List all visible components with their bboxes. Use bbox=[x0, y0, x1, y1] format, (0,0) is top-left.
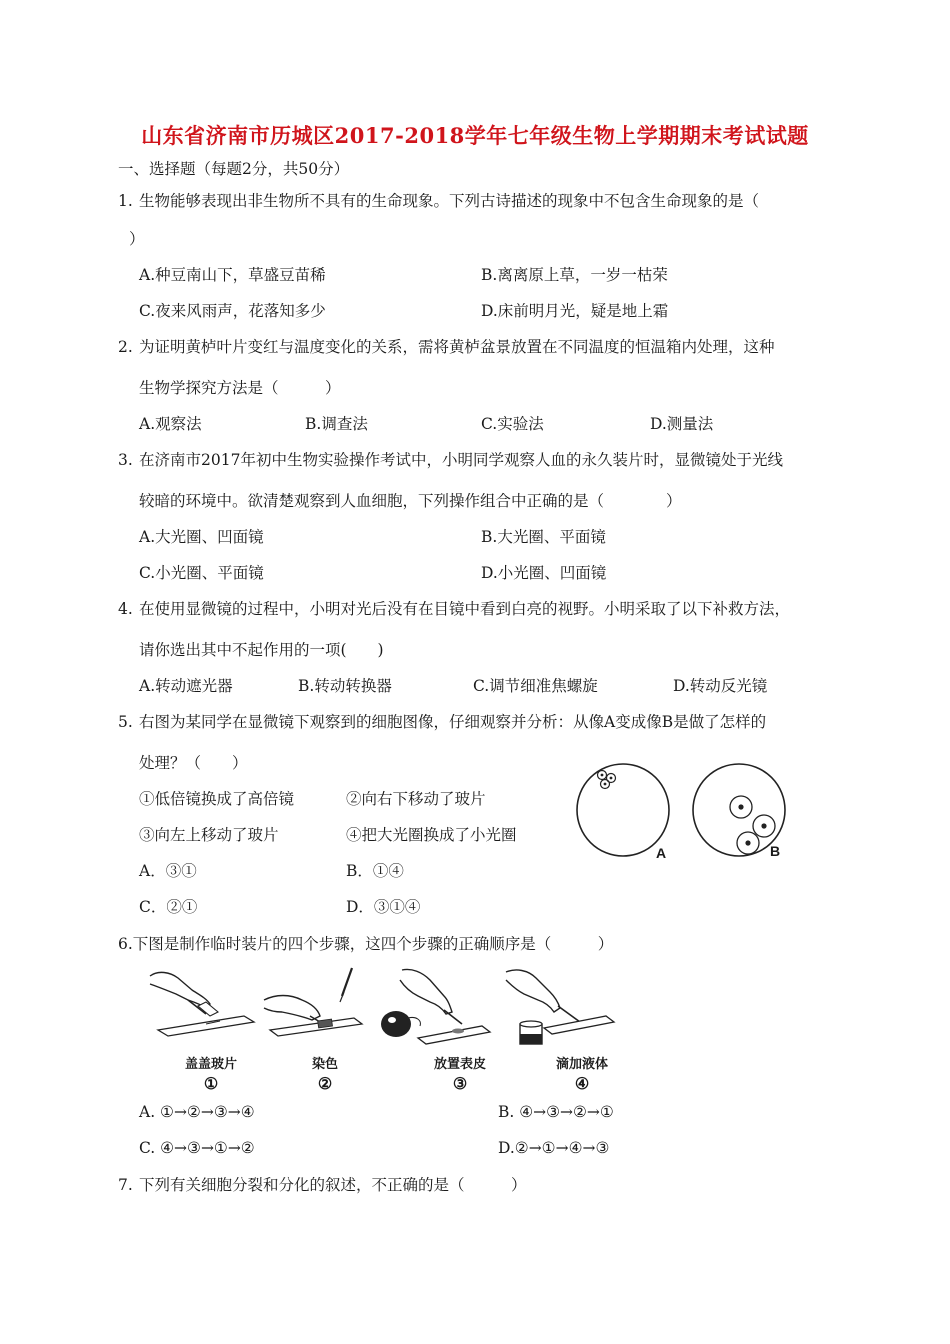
q2-stem-line2: 生物学探究方法是（ ） bbox=[139, 379, 341, 397]
q2-option-d: D.测量法 bbox=[650, 415, 714, 433]
q4-option-d: D.转动反光镜 bbox=[673, 677, 768, 695]
q6-option-b: B. ④→③→②→① bbox=[498, 1103, 614, 1121]
step-4-caption: 滴加液体 bbox=[555, 1057, 608, 1072]
q5-statement-2: ②向右下移动了玻片 bbox=[346, 790, 486, 808]
step-3-caption: 放置表皮 bbox=[433, 1057, 486, 1072]
q6-option-a: A. ①→②→③→④ bbox=[139, 1103, 255, 1121]
step-add-liquid-illustration bbox=[498, 966, 618, 1048]
q4-option-c: C.调节细准焦螺旋 bbox=[473, 677, 598, 695]
q5-statement-3: ③向左上移动了玻片 bbox=[139, 826, 279, 844]
q3-number: 3. bbox=[118, 451, 133, 469]
q1-stem-line1: 生物能够表现出非生物所不具有的生命现象。下列古诗描述的现象中不包含生命现象的是（ bbox=[139, 192, 760, 210]
q5-statement-1: ①低倍镜换成了高倍镜 bbox=[139, 790, 295, 808]
q3-option-d: D.小光圈、凹面镜 bbox=[481, 564, 607, 582]
step-1-number: ① bbox=[203, 1074, 219, 1093]
q5-option-a: A．③① bbox=[139, 862, 197, 880]
step-1-caption: 盖盖玻片 bbox=[184, 1057, 237, 1072]
q2-option-a: A.观察法 bbox=[139, 415, 202, 433]
q5-number: 5. bbox=[118, 713, 133, 731]
q2-option-c: C.实验法 bbox=[481, 415, 544, 433]
q4-option-b: B.转动转换器 bbox=[298, 677, 392, 695]
q3-option-b: B.大光圈、平面镜 bbox=[481, 528, 606, 546]
step-cover-slip-illustration bbox=[148, 968, 258, 1040]
section-heading: 一、选择题（每题2分，共50分） bbox=[118, 160, 350, 178]
q2-stem-line1: 为证明黄栌叶片变红与温度变化的关系，需将黄栌盆景放置在不同温度的恒温箱内处理，这种 bbox=[139, 338, 775, 356]
exam-title: 山东省济南市历城区2017-2018学年七年级生物上学期期末考试试题 bbox=[141, 123, 809, 148]
step-4-number: ④ bbox=[574, 1074, 590, 1093]
q1-number: 1. bbox=[118, 192, 133, 210]
q7-stem: 下列有关细胞分裂和分化的叙述，不正确的是（ ） bbox=[139, 1176, 527, 1194]
q4-stem-line2: 请你选出其中不起作用的一项( ) bbox=[139, 641, 384, 659]
q5-stem-line2: 处理？（ ） bbox=[139, 754, 248, 772]
q2-option-b: B.调查法 bbox=[305, 415, 368, 433]
step-2-number: ② bbox=[317, 1074, 333, 1093]
q4-option-a: A.转动遮光器 bbox=[139, 677, 233, 695]
q6-option-c: C. ④→③→①→② bbox=[139, 1139, 255, 1157]
q1-stem-line2: ） bbox=[129, 230, 145, 248]
step-3-number: ③ bbox=[452, 1074, 468, 1093]
q5-stem-line1: 右图为某同学在显微镜下观察到的细胞图像，仔细观察并分析：从像A变成像B是做了怎样的 bbox=[139, 713, 767, 731]
q3-stem-line1: 在济南市2017年初中生物实验操作考试中，小明同学观察人血的永久装片时，显微镜处于光线 bbox=[139, 451, 783, 469]
microscope-label-a: A bbox=[656, 845, 667, 861]
q1-option-c: C.夜来风雨声，花落知多少 bbox=[139, 302, 326, 320]
step-place-epidermis-illustration bbox=[378, 966, 494, 1046]
q1-option-d: D.床前明月光，疑是地上霜 bbox=[481, 302, 669, 320]
step-staining-illustration bbox=[262, 966, 372, 1042]
q1-option-b: B.离离原上草，一岁一枯荣 bbox=[481, 266, 668, 284]
q3-option-a: A.大光圈、凹面镜 bbox=[139, 528, 264, 546]
q1-option-a: A.种豆南山下，草盛豆苗稀 bbox=[139, 266, 326, 284]
q5-option-c: C．②① bbox=[139, 898, 198, 916]
q4-number: 4. bbox=[118, 600, 133, 618]
q6-option-d: D.②→①→④→③ bbox=[498, 1139, 610, 1157]
q5-statement-4: ④把大光圈换成了小光圈 bbox=[346, 826, 517, 844]
q3-stem-line2: 较暗的环境中。欲清楚观察到人血细胞，下列操作组合中正确的是（ ） bbox=[139, 492, 682, 510]
q7-number: 7. bbox=[118, 1176, 133, 1194]
q6-stem: 6.下图是制作临时装片的四个步骤，这四个步骤的正确顺序是（ ） bbox=[118, 935, 614, 953]
q2-number: 2. bbox=[118, 338, 133, 356]
step-2-caption: 染色 bbox=[311, 1057, 338, 1072]
q5-option-b: B．①④ bbox=[346, 862, 404, 880]
q4-stem-line1: 在使用显微镜的过程中，小明对光后没有在目镜中看到白亮的视野。小明采取了以下补救方法， bbox=[139, 600, 791, 618]
q5-option-d: D．③①④ bbox=[346, 898, 421, 916]
q3-option-c: C.小光圈、平面镜 bbox=[139, 564, 264, 582]
microscope-label-b: B bbox=[770, 843, 781, 859]
